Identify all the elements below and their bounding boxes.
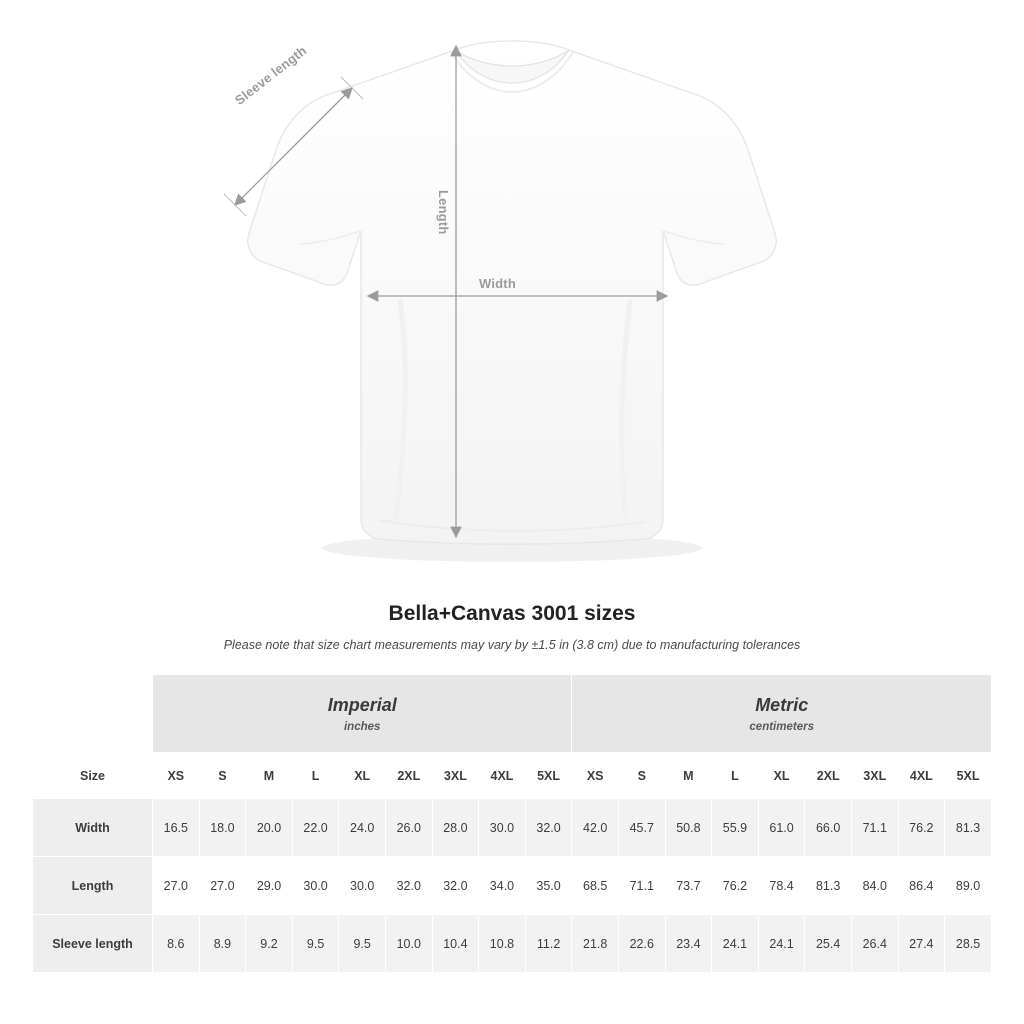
size-header-label: Size (33, 753, 153, 799)
unit-name-imperial: Imperial (327, 694, 397, 715)
cell-length: 86.4 (898, 857, 945, 915)
length-label: Length (436, 190, 451, 235)
cell-length: 34.0 (479, 857, 526, 915)
width-label: Width (479, 276, 516, 291)
cell-sleeve-length: 22.6 (618, 915, 665, 973)
cell-width: 16.5 (153, 799, 200, 857)
cell-length: 32.0 (385, 857, 432, 915)
cell-width: 61.0 (758, 799, 805, 857)
cell-width: 24.0 (339, 799, 386, 857)
cell-sleeve-length: 21.8 (572, 915, 619, 973)
cell-length: 30.0 (339, 857, 386, 915)
cell-width: 26.0 (385, 799, 432, 857)
cell-sleeve-length: 10.8 (479, 915, 526, 973)
row-label-width: Width (33, 799, 153, 857)
cell-sleeve-length: 9.5 (292, 915, 339, 973)
unit-group-metric (572, 675, 992, 753)
cell-length: 29.0 (246, 857, 293, 915)
size-header-cell: 5XL (945, 753, 992, 799)
size-header-cell: XS (153, 753, 200, 799)
cell-sleeve-length: 9.2 (246, 915, 293, 973)
cell-sleeve-length: 8.6 (153, 915, 200, 973)
cell-length: 76.2 (712, 857, 759, 915)
cell-length: 35.0 (525, 857, 572, 915)
cell-width: 32.0 (525, 799, 572, 857)
cell-sleeve-length: 27.4 (898, 915, 945, 973)
size-header-cell: S (618, 753, 665, 799)
cell-length: 71.1 (618, 857, 665, 915)
size-header-cell: 3XL (851, 753, 898, 799)
size-header-cell: XL (339, 753, 386, 799)
cell-sleeve-length: 24.1 (758, 915, 805, 973)
cell-width: 42.0 (572, 799, 619, 857)
table-row (33, 857, 992, 915)
sleeve-length-label: Sleeve length (232, 42, 310, 108)
size-header-cell: 2XL (805, 753, 852, 799)
cell-sleeve-length: 25.4 (805, 915, 852, 973)
tolerance-note: Please note that size chart measurements may vary by ±1.5 in (3.8 cm) due to manufacturing tolerances (223, 638, 801, 652)
size-header-cell: 2XL (385, 753, 432, 799)
cell-length: 78.4 (758, 857, 805, 915)
cell-sleeve-length: 28.5 (945, 915, 992, 973)
shirt-body (248, 41, 776, 544)
unit-group-imperial (153, 675, 572, 753)
size-header-cell: XL (758, 753, 805, 799)
size-header-cell: 5XL (525, 753, 572, 799)
cell-length: 81.3 (805, 857, 852, 915)
size-header-cell: 4XL (479, 753, 526, 799)
cell-width: 71.1 (851, 799, 898, 857)
cell-sleeve-length: 26.4 (851, 915, 898, 973)
row-label-length: Length (33, 857, 153, 915)
unit-sub-imperial: inches (343, 720, 381, 733)
cell-sleeve-length: 10.0 (385, 915, 432, 973)
cell-sleeve-length: 11.2 (525, 915, 572, 973)
cell-width: 81.3 (945, 799, 992, 857)
table-row (33, 915, 992, 973)
size-header-cell: L (292, 753, 339, 799)
cell-length: 73.7 (665, 857, 712, 915)
cell-width: 18.0 (199, 799, 246, 857)
size-header-cell: S (199, 753, 246, 799)
cell-width: 28.0 (432, 799, 479, 857)
size-header-cell: M (246, 753, 293, 799)
cell-sleeve-length: 8.9 (199, 915, 246, 973)
cell-length: 89.0 (945, 857, 992, 915)
size-header-cell: M (665, 753, 712, 799)
cell-width: 50.8 (665, 799, 712, 857)
page-title: Bella+Canvas 3001 sizes (388, 602, 636, 625)
table-row (33, 799, 992, 857)
unit-sub-metric: centimeters (749, 720, 814, 733)
cell-width: 22.0 (292, 799, 339, 857)
cell-width: 76.2 (898, 799, 945, 857)
size-header-cell: 4XL (898, 753, 945, 799)
cell-width: 20.0 (246, 799, 293, 857)
cell-width: 66.0 (805, 799, 852, 857)
cell-length: 30.0 (292, 857, 339, 915)
cell-width: 30.0 (479, 799, 526, 857)
size-header-cell: XS (572, 753, 619, 799)
size-header-row (33, 753, 992, 799)
cell-length: 32.0 (432, 857, 479, 915)
cell-length: 27.0 (153, 857, 200, 915)
cell-sleeve-length: 24.1 (712, 915, 759, 973)
cell-length: 68.5 (572, 857, 619, 915)
size-header-cell: L (712, 753, 759, 799)
cell-length: 27.0 (199, 857, 246, 915)
cell-width: 45.7 (618, 799, 665, 857)
cell-sleeve-length: 9.5 (339, 915, 386, 973)
cell-sleeve-length: 10.4 (432, 915, 479, 973)
cell-length: 84.0 (851, 857, 898, 915)
chart-heading (0, 602, 1024, 652)
row-label-sleeve-length: Sleeve length (33, 915, 153, 973)
corner-cell (33, 675, 153, 753)
size-table-wrap (32, 674, 992, 973)
unit-name-metric: Metric (755, 694, 809, 715)
cell-width: 55.9 (712, 799, 759, 857)
size-header-cell: 3XL (432, 753, 479, 799)
unit-header-row (33, 675, 992, 753)
size-table (32, 674, 992, 973)
cell-sleeve-length: 23.4 (665, 915, 712, 973)
